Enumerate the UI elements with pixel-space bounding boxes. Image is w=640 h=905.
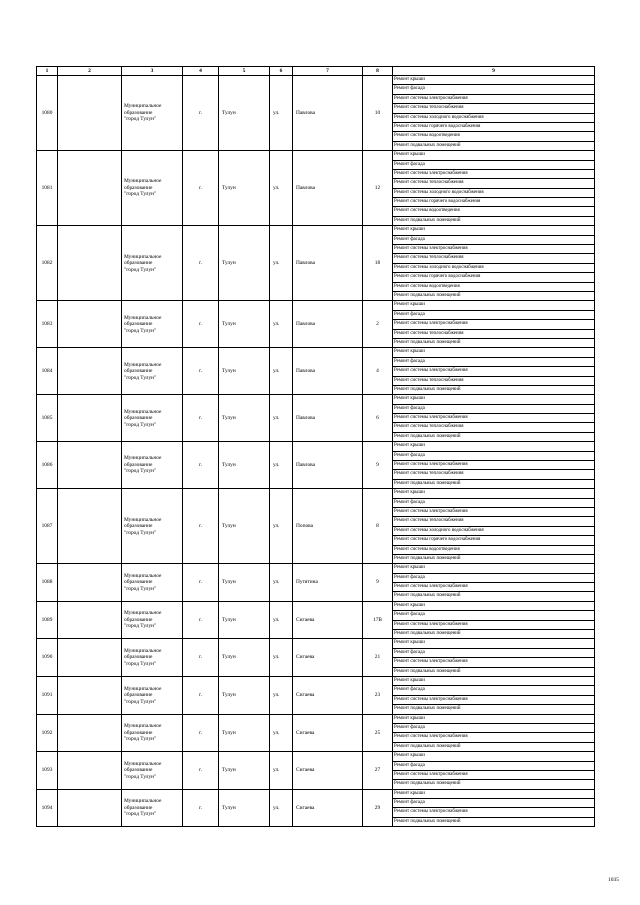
work-item: Ремонт системы электроснабжения [393,508,594,517]
work-item: Ремонт фасада [393,499,594,508]
house-number: 6 [363,395,393,442]
street-name: Сигаева [293,752,363,790]
municipality-line: образование [124,804,153,811]
table-row [37,601,595,639]
municipality-line: образование [124,616,153,623]
column-header-8: 8 [363,67,393,76]
works-cell [393,752,595,790]
street-name: Павлова [293,151,363,226]
work-item: Ремонт системы холодного водоснабжения [393,264,594,273]
work-item: Ремонт фасада [393,311,594,320]
municipality-line: "город Тулун" [124,773,157,780]
row-number: 1089 [37,601,58,639]
work-item: Ремонт подвальных помещений [394,743,461,749]
column-header-5: 5 [219,67,270,76]
empty-cell [58,226,122,301]
municipality-line: Муниципальное [124,798,162,805]
street-type: ул. [270,442,293,489]
table-row [37,789,595,827]
column-header-1: 1 [37,67,58,76]
municipality-cell [122,714,183,752]
row-number: 1087 [37,489,58,564]
column-header-9: 9 [393,67,595,76]
municipality-cell [122,442,183,489]
municipality-line: Муниципальное [124,361,162,368]
street-type: ул. [270,639,293,677]
locality-name: Тулун [219,395,270,442]
work-item: Ремонт фасада [393,611,594,620]
street-type: ул. [270,301,293,348]
work-item: Ремонт подвальных помещений [394,480,461,486]
column-header-7: 7 [293,67,363,76]
municipality-cell [122,489,183,564]
empty-cell [58,151,122,226]
works-cell [393,677,595,715]
row-number: 1094 [37,789,58,827]
table-row [37,564,595,602]
house-number: 8 [363,489,393,564]
work-item: Ремонт крыши [393,348,594,357]
municipality-line: "город Тулун" [124,116,157,123]
work-item: Ремонт подвальных помещений [394,292,461,298]
municipality-line: образование [124,579,153,586]
work-item: Ремонт системы электроснабжения [393,320,594,329]
column-header-6: 6 [270,67,293,76]
locality-type: г. [183,789,219,827]
municipality-line: "город Тулун" [124,736,157,743]
work-item: Ремонт системы водоотведения [393,546,594,555]
work-item: Ремонт фасада [393,799,594,808]
locality-name: Тулун [219,601,270,639]
work-item: Ремонт подвальных помещений [394,706,461,712]
street-type: ул. [270,601,293,639]
house-number: 29 [363,789,393,827]
work-item: Ремонт фасада [393,574,594,583]
street-type: ул. [270,76,293,151]
municipality-line: образование [124,415,153,421]
street-name: Сигаева [293,601,363,639]
municipality-line: Муниципальное [124,760,162,767]
street-type: ул. [270,348,293,395]
work-item: Ремонт подвальных помещений [394,386,461,392]
row-number: 1083 [37,301,58,348]
work-item: Ремонт крыши [393,151,594,160]
empty-cell [58,714,122,752]
work-item: Ремонт крыши [393,639,594,648]
work-item: Ремонт подвальных помещений [394,631,461,637]
work-item: Ремонт системы электроснабжения [393,733,594,742]
locality-name: Тулун [219,348,270,395]
street-name: Путятина [293,564,363,602]
work-item: Ремонт системы горячего водоснабжения [393,198,594,207]
street-type: ул. [270,752,293,790]
column-header-3: 3 [122,67,183,76]
work-item: Ремонт системы горячего водоснабжения [393,273,594,282]
work-item: Ремонт фасада [393,405,594,414]
empty-cell [58,301,122,348]
work-item: Ремонт фасада [393,686,594,695]
row-number: 1090 [37,639,58,677]
locality-name: Тулун [219,752,270,790]
table-row [37,395,595,442]
work-item: Ремонт системы горячего водоснабжения [393,536,594,545]
locality-type: г. [183,677,219,715]
table-row [37,752,595,790]
municipality-cell [122,348,183,395]
street-type: ул. [270,714,293,752]
locality-type: г. [183,639,219,677]
street-name: Павлова [293,348,363,395]
empty-cell [58,76,122,151]
works-cell [393,348,595,395]
house-number: 2 [363,301,393,348]
work-item: Ремонт крыши [393,752,594,761]
works-cell [393,489,595,564]
work-item: Ремонт подвальных помещений [394,668,461,674]
work-item: Ремонт системы горячего водоснабжения [393,123,594,132]
municipality-line: Муниципальное [124,647,162,654]
locality-type: г. [183,752,219,790]
locality-type: г. [183,151,219,226]
municipality-line: "город Тулун" [124,698,157,705]
house-number: 9 [363,442,393,489]
locality-type: г. [183,226,219,301]
municipality-line: "город Тулун" [124,421,157,428]
column-header-2: 2 [58,67,122,76]
work-item: Ремонт фасада [393,358,594,367]
house-number: 12 [363,151,393,226]
work-item: Ремонт системы холодного водоснабжения [393,114,594,123]
street-type: ул. [270,151,293,226]
street-name: Попова [293,489,363,564]
municipality-cell [122,76,183,151]
row-number: 1084 [37,348,58,395]
locality-type: г. [183,348,219,395]
street-name: Павлова [293,301,363,348]
table-row [37,677,595,715]
work-item: Ремонт подвальных помещений [394,593,461,599]
works-cell [393,639,595,677]
works-cell [393,601,595,639]
locality-type: г. [183,714,219,752]
work-item: Ремонт фасада [393,161,594,170]
works-cell [393,301,595,348]
empty-cell [58,601,122,639]
row-number: 1092 [37,714,58,752]
municipality-cell [122,789,183,827]
municipality-line: "город Тулун" [124,327,157,334]
municipality-cell [122,301,183,348]
locality-type: г. [183,76,219,151]
row-number: 1082 [37,226,58,301]
row-number: 1080 [37,76,58,151]
work-item: Ремонт фасада [393,724,594,733]
work-item: Ремонт крыши [393,715,594,724]
work-item: Ремонт крыши [393,602,594,611]
locality-name: Тулун [219,301,270,348]
work-item: Ремонт системы электроснабжения [393,621,594,630]
locality-type: г. [183,601,219,639]
table-row [37,348,595,395]
municipality-line: Муниципальное [124,253,162,260]
locality-type: г. [183,301,219,348]
works-cell [393,151,595,226]
house-number: 23 [363,677,393,715]
municipality-line: Муниципальное [124,516,162,523]
empty-cell [58,564,122,602]
locality-name: Тулун [219,677,270,715]
work-item: Ремонт системы электроснабжения [393,583,594,592]
row-number: 1086 [37,442,58,489]
table-row [37,76,595,151]
street-name: Сигаева [293,714,363,752]
locality-name: Тулун [219,789,270,827]
street-type: ул. [270,489,293,564]
street-type: ул. [270,789,293,827]
work-item: Ремонт подвальных помещений [394,818,461,824]
municipality-line: образование [124,260,153,267]
work-item: Ремонт подвальных помещений [394,142,461,148]
municipality-line: образование [124,692,153,699]
work-item: Ремонт системы электроснабжения [393,461,594,470]
house-number: 18 [363,226,393,301]
locality-name: Тулун [219,564,270,602]
empty-cell [58,789,122,827]
house-number: 10 [363,76,393,151]
works-cell [393,714,595,752]
work-item: Ремонт системы электроснабжения [393,771,594,780]
work-item: Ремонт системы теплоснабжения [393,104,594,113]
work-item: Ремонт крыши [393,790,594,799]
house-number: 21 [363,639,393,677]
locality-type: г. [183,442,219,489]
municipality-line: Муниципальное [124,103,162,110]
work-item: Ремонт системы холодного водоснабжения [393,527,594,536]
municipality-cell [122,226,183,301]
municipality-line: "город Тулун" [124,529,157,536]
municipality-line: "город Тулун" [124,468,157,475]
empty-cell [58,677,122,715]
street-name: Павлова [293,395,363,442]
house-number: 4 [363,348,393,395]
municipality-cell [122,151,183,226]
work-item: Ремонт фасада [393,236,594,245]
locality-type: г. [183,489,219,564]
work-item: Ремонт системы теплоснабжения [393,254,594,263]
work-item: Ремонт крыши [393,226,594,235]
municipality-line: Муниципальное [124,723,162,730]
locality-name: Тулун [219,714,270,752]
work-item: Ремонт системы теплоснабжения [393,377,594,386]
municipality-line: "город Тулун" [124,623,157,630]
works-cell [393,564,595,602]
municipality-line: "город Тулун" [124,585,157,592]
municipality-cell [122,395,183,442]
house-number: 27 [363,752,393,790]
municipality-line: образование [124,729,153,736]
empty-cell [58,442,122,489]
municipality-line: образование [124,461,153,468]
municipality-line: образование [124,184,153,191]
work-item: Ремонт фасада [393,649,594,658]
work-item: Ремонт крыши [393,301,594,310]
empty-cell [58,639,122,677]
table-row [37,714,595,752]
municipality-line: образование [124,523,153,529]
empty-cell [58,348,122,395]
works-cell [393,789,595,827]
works-cell [393,226,595,301]
work-item: Ремонт подвальных помещений [394,339,461,345]
municipality-line: "город Тулун" [124,191,157,198]
locality-name: Тулун [219,151,270,226]
page-number: 1035 [608,877,619,883]
municipality-line: образование [124,368,153,375]
work-item: Ремонт системы теплоснабжения [393,423,594,432]
work-item: Ремонт подвальных помещений [394,217,461,223]
locality-name: Тулун [219,639,270,677]
street-name: Павлова [293,226,363,301]
works-cell [393,76,595,151]
municipality-line: Муниципальное [124,455,162,462]
work-item: Ремонт подвальных помещений [394,555,461,561]
street-name: Сигаева [293,677,363,715]
municipality-line: Муниципальное [124,314,162,321]
work-item: Ремонт подвальных помещений [394,433,461,439]
work-item: Ремонт крыши [393,395,594,404]
house-number: 9 [363,564,393,602]
street-name: Павлова [293,76,363,151]
row-number: 1081 [37,151,58,226]
table-row [37,226,595,301]
street-name: Павлова [293,442,363,489]
municipality-cell [122,564,183,602]
locality-name: Тулун [219,226,270,301]
work-item: Ремонт подвальных помещений [394,781,461,787]
work-item: Ремонт системы теплоснабжения [393,179,594,188]
street-name: Сигаева [293,639,363,677]
locality-name: Тулун [219,489,270,564]
locality-name: Тулун [219,76,270,151]
work-item: Ремонт системы водоотведения [393,132,594,141]
work-item: Ремонт системы электроснабжения [393,658,594,667]
empty-cell [58,752,122,790]
work-item: Ремонт системы теплоснабжения [393,330,594,339]
work-item: Ремонт системы теплоснабжения [393,470,594,479]
table-row [37,639,595,677]
work-item: Ремонт системы электроснабжения [393,367,594,376]
street-type: ул. [270,677,293,715]
work-item: Ремонт крыши [393,489,594,498]
municipality-line: Муниципальное [124,685,162,692]
works-cell [393,395,595,442]
street-type: ул. [270,395,293,442]
work-item: Ремонт системы теплоснабжения [393,517,594,526]
row-number: 1093 [37,752,58,790]
table-row [37,301,595,348]
table-row [37,489,595,564]
municipality-line: Муниципальное [124,178,162,185]
work-item: Ремонт системы водоотведения [393,207,594,216]
work-item: Ремонт крыши [393,564,594,573]
municipality-line: "город Тулун" [124,266,157,273]
municipality-cell [122,752,183,790]
municipality-line: Муниципальное [124,572,162,579]
work-item: Ремонт фасада [393,452,594,461]
row-number: 1085 [37,395,58,442]
municipality-cell [122,677,183,715]
work-item: Ремонт крыши [393,76,594,85]
municipality-line: образование [124,109,153,116]
works-cell [393,442,595,489]
repair-program-table [36,66,595,827]
work-item: Ремонт системы электроснабжения [393,245,594,254]
locality-type: г. [183,395,219,442]
municipality-line: "город Тулун" [124,811,157,818]
empty-cell [58,395,122,442]
work-item: Ремонт фасада [393,762,594,771]
municipality-line: Муниципальное [124,610,162,617]
work-item: Ремонт крыши [393,677,594,686]
street-type: ул. [270,226,293,301]
header-row [37,67,595,76]
empty-cell [58,489,122,564]
locality-type: г. [183,564,219,602]
work-item: Ремонт системы электроснабжения [393,808,594,817]
work-item: Ремонт системы электроснабжения [393,170,594,179]
locality-name: Тулун [219,442,270,489]
table-row [37,151,595,226]
work-item: Ремонт системы электроснабжения [393,696,594,705]
table-row [37,442,595,489]
street-type: ул. [270,564,293,602]
work-item: Ремонт системы водоотведения [393,283,594,292]
municipality-cell [122,601,183,639]
row-number: 1088 [37,564,58,602]
street-name: Сигаева [293,789,363,827]
municipality-line: "город Тулун" [124,374,157,381]
municipality-line: образование [124,767,153,774]
municipality-line: образование [124,321,153,328]
work-item: Ремонт системы электроснабжения [393,95,594,104]
municipality-line: "город Тулун" [124,660,157,667]
work-item: Ремонт крыши [393,442,594,451]
row-number: 1091 [37,677,58,715]
municipality-line: Муниципальное [124,408,162,415]
house-number: 25 [363,714,393,752]
work-item: Ремонт системы холодного водоснабжения [393,189,594,198]
house-number: 17В [363,601,393,639]
municipality-line: образование [124,654,153,661]
work-item: Ремонт системы электроснабжения [393,414,594,423]
municipality-cell [122,639,183,677]
column-header-4: 4 [183,67,219,76]
work-item: Ремонт фасада [393,85,594,94]
